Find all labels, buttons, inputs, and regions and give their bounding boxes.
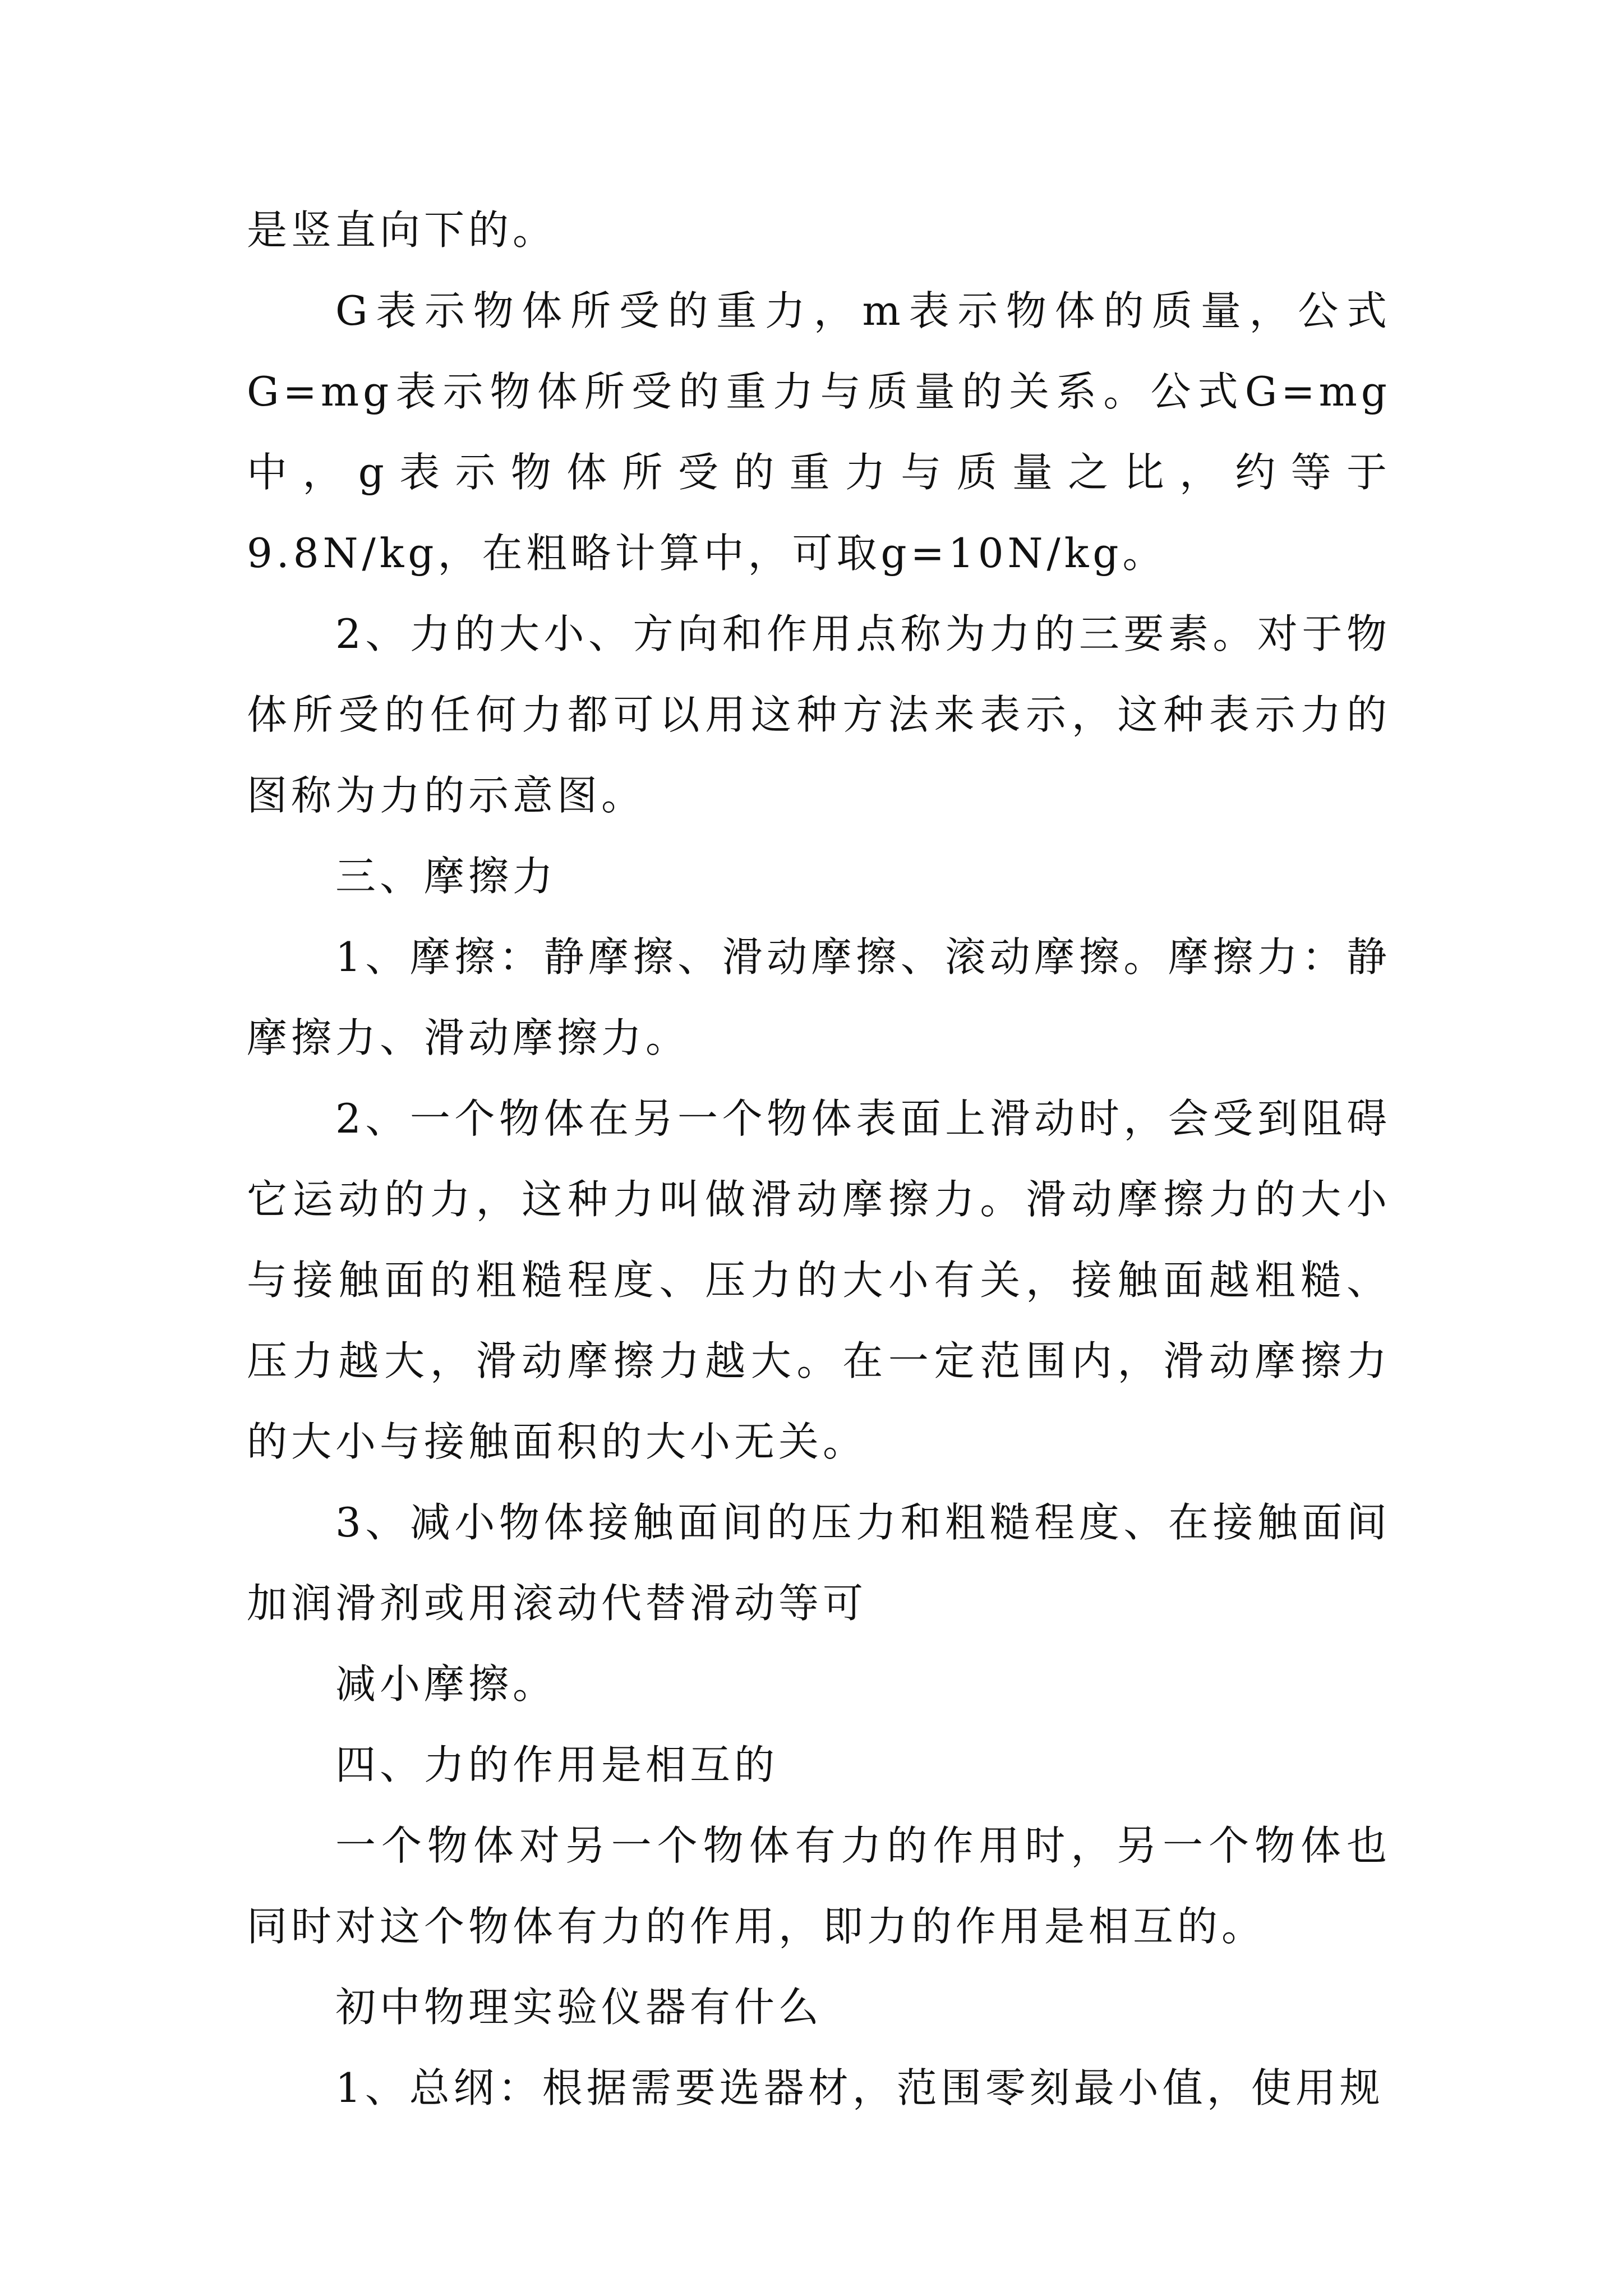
paragraph-mutual-force: 一个物体对另一个物体有力的作用时，另一个物体也同时对这个物体有力的作用，即力的作用是相互的。 bbox=[247, 1822, 1391, 1950]
paragraph-gravity-direction: 是竖直向下的。 bbox=[247, 206, 557, 254]
paragraph-reduce-friction-continued: 减小摩擦。 bbox=[335, 1660, 557, 1708]
paragraph-gravity-formula: G表示物体所受的重力，m表示物体的质量，公式G=mg表示物体所受的重力与质量的关系。公式G=mg中，g表示物体所受的重力与质量之比，约等于9.8N/kg，在粗略计算中，可取g=10N/kg。 bbox=[247, 287, 1391, 577]
paragraph-sliding-friction: 2、一个物体在另一个物体表面上滑动时，会受到阻碍它运动的力，这种力叫做滑动摩擦力。滑动摩擦力的大小与接触面的粗糙程度、压力的大小有关，接触面越粗糙、压力越大，滑动摩擦力越大。在一定范围内，滑动摩擦力的大小与接触面积的大小无关。 bbox=[247, 1095, 1391, 1465]
document-body bbox=[247, 190, 1391, 2128]
paragraph-three-elements-of-force: 2、力的大小、方向和作用点称为力的三要素。对于物体所受的任何力都可以用这种方法来表示，这种表示力的图称为力的示意图。 bbox=[247, 610, 1391, 819]
section-heading-mutual-force: 四、力的作用是相互的 bbox=[335, 1741, 779, 1788]
paragraph-friction-types: 1、摩擦：静摩擦、滑动摩擦、滚动摩擦。摩擦力：静摩擦力、滑动摩擦力。 bbox=[247, 933, 1391, 1061]
section-heading-friction: 三、摩擦力 bbox=[335, 853, 557, 900]
paragraph-instrument-general: 1、总纲：根据需要选器材，范围零刻最小值，使用规 bbox=[335, 2064, 1384, 2111]
paragraph-reduce-friction: 3、减小物体接触面间的压力和粗糙程度、在接触面间加润滑剂或用滚动代替滑动等可 bbox=[247, 1499, 1391, 1627]
section-heading-lab-instruments: 初中物理实验仪器有什么 bbox=[335, 1984, 823, 2031]
